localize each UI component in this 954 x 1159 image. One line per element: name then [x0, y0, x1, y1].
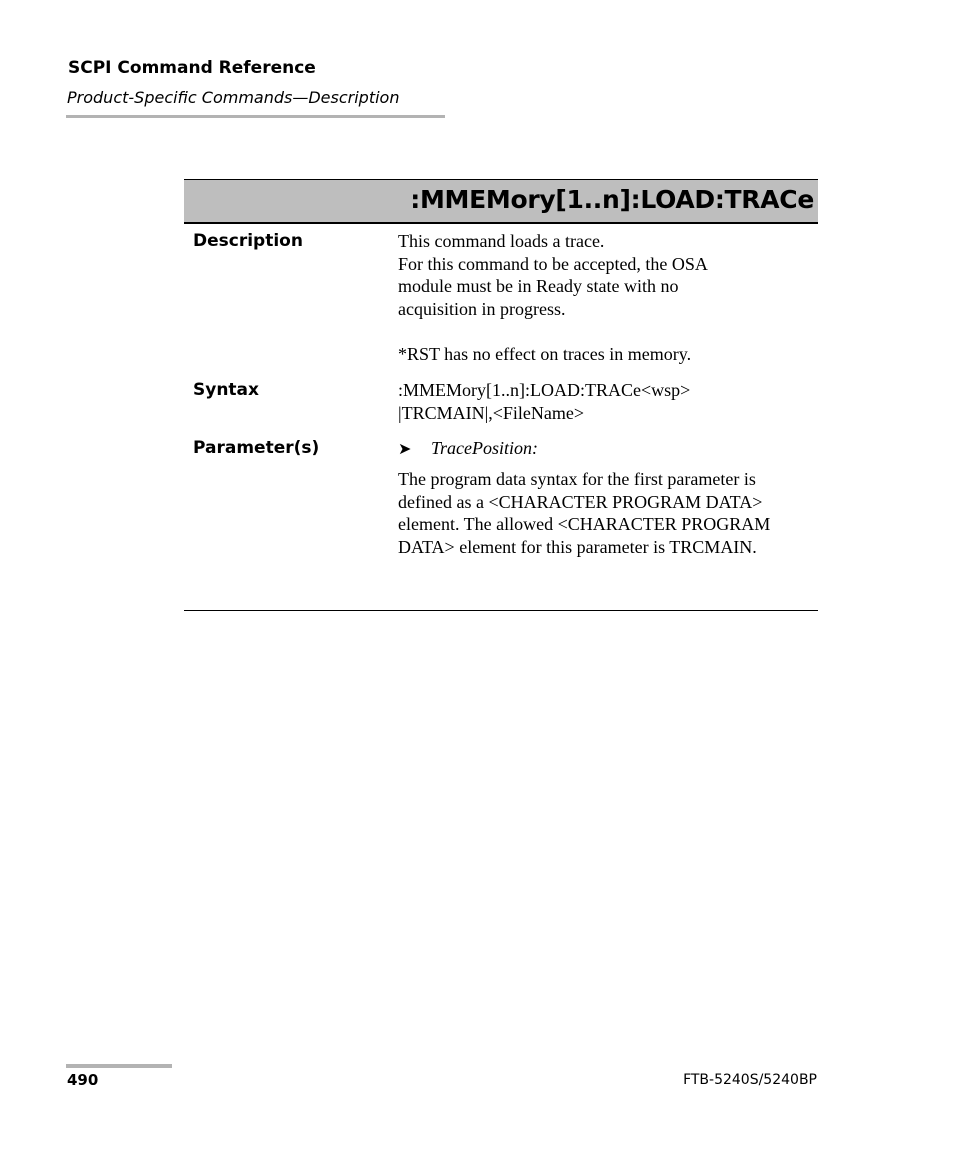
arrow-bullet-icon: ➤ [398, 441, 412, 458]
parameter-line: defined as a <CHARACTER PROGRAM DATA> [398, 491, 763, 512]
description-line: For this command to be accepted, the OSA [398, 253, 708, 274]
description-line: This command loads a trace. [398, 231, 605, 251]
parameter-description [398, 468, 818, 558]
description-line: acquisition in progress. [398, 298, 566, 319]
syntax-label: Syntax [193, 380, 259, 400]
description-text [398, 230, 818, 320]
syntax-text [398, 379, 818, 424]
rst-note: *RST has no effect on traces in memory. [398, 344, 692, 364]
header-divider [66, 115, 445, 118]
parameter-line: element. The allowed <CHARACTER PROGRAM [398, 514, 771, 534]
command-title: :MMEMory[1..n]:LOAD:TRACe [410, 185, 814, 214]
description-line: module must be in Ready state with no [398, 276, 679, 296]
syntax-line: :MMEMory[1..n]:LOAD:TRACe<wsp> [398, 380, 691, 400]
table-bottom-rule [184, 610, 818, 611]
command-title-bar [184, 179, 818, 224]
syntax-line: |TRCMAIN|,<FileName> [398, 402, 584, 423]
product-code: FTB-5240S/5240BP [683, 1072, 817, 1088]
footer-divider [66, 1064, 172, 1068]
parameter-bullet-item [398, 437, 538, 461]
running-header-title: SCPI Command Reference [68, 58, 316, 78]
page-number: 490 [67, 1071, 99, 1089]
parameter-line: DATA> element for this parameter is TRCMAIN. [398, 536, 757, 557]
description-label: Description [193, 231, 303, 251]
parameter-line: The program data syntax for the first parameter is [398, 469, 756, 489]
parameter-name: TracePosition: [431, 438, 538, 458]
running-header-subtitle: Product-Specific Commands—Description [67, 88, 400, 107]
parameters-label: Parameter(s) [193, 438, 320, 458]
